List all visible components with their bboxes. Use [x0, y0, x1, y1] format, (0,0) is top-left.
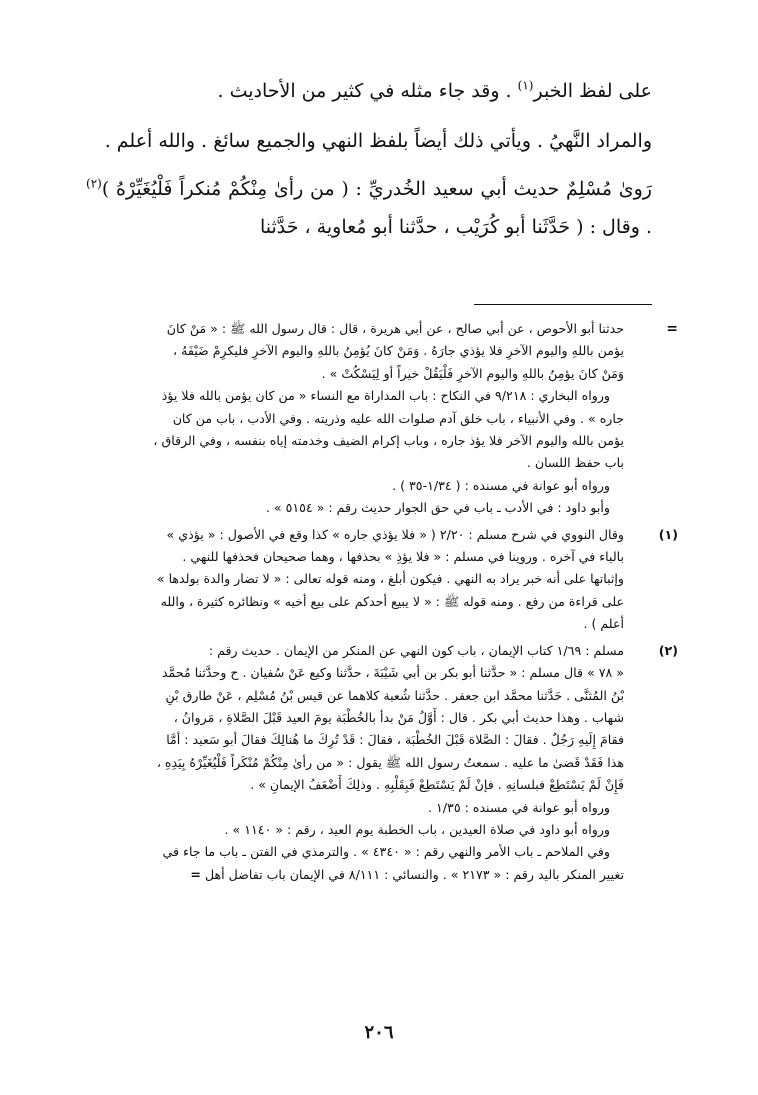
- page-number: ٢٠٦: [364, 1022, 394, 1043]
- footnote-ref-1: (١): [517, 78, 534, 93]
- footnote-line: ورواه أبو عوانة في مسنده : ١/٣٥ .: [428, 799, 610, 815]
- footnote-1-number: (١): [658, 526, 678, 542]
- footnote-2: [86, 640, 678, 886]
- footnote-line: وقال النووي في شرح مسلم : ٢/٢٠ ( « فلا يؤذي جاره » كذا وقع في الأصول : « يؤذي »: [166, 526, 624, 542]
- footnote-line: وَمَنْ كانَ يؤمِنُ باللهِ واليوم الآخرِ فَلْيَقُلْ خيراً أو لِيَسْكُتْ » .: [321, 365, 624, 381]
- footnote-continuation: [86, 318, 678, 520]
- footnote-line: أعلم ) .: [583, 616, 624, 632]
- footnote-line: جاره » . وفي الأنبياء ، باب خلق آدم صلوات الله عليه وذريته . وفي الأدب ، باب من كان: [172, 410, 624, 426]
- footnote-1: [86, 524, 678, 636]
- continued-mark: =: [190, 866, 201, 882]
- footnote-line: وإثباتها على أنه خبر يراد به النهي . فيكون أبلغ ، ومنه قوله تعالى : « لا تضار والدة بولدها »: [156, 571, 624, 587]
- footnote-line: « ٧٨ » قال مسلم : « حدَّثنا أبو بكر بن أبي شَيْبَةَ ، حدَّثنا وكيع عَنْ سُفيان . ح وحدَّثنا مُحمَّد: [161, 665, 624, 681]
- footnote-line: وأبو داود : في الأدب ـ باب في حق الجوار حديث رقم : « ٥١٥٤ » .: [265, 500, 610, 516]
- footnote-line: يؤمن بالله واليوم الآخر فلا يؤذ جاره ، وباب إكرام الضيف وخدمته إياه بنفسه ، وفي الرقاق ،: [153, 433, 624, 449]
- main-paragraph-3: [86, 170, 652, 246]
- p3-text-b: . وقال : ( حَدَّثَنا أبو كُرَيْب ، حدَّثنا أبو مُعاوية ، حَدَّثنا: [259, 216, 652, 238]
- p1-text-b: . وقد جاء مثله في كثير من الأحاديث .: [217, 80, 518, 102]
- footnote-line: هذا فَقَدْ قَضىٰ ما عليه . سمعتُ رسول الله ﷺ يقول : « من رأىٰ مِنْكُمْ مُنْكَراً فَلْيُغَيِّرْهُ بِيَدِهِ ،: [156, 754, 624, 770]
- footnote-line-text: تغيير المنكر باليد رقم : « ٢١٧٣ » . والنسائي : ٨/١١١ في الإيمان باب تفاضل أهل: [204, 866, 624, 882]
- footnote-line: بالياء في آخره . وروينا في مسلم : « فلا يؤذِ » بحذفها ، وهما صحيحان فحذفها للنهي .: [182, 549, 624, 565]
- p1-text-a: على لفظ الخبر: [533, 80, 652, 102]
- footnote-2-number: (٢): [658, 642, 678, 658]
- footnote-line: مسلم : ١/٦٩ كتاب الإيمان ، باب كون النهي عن المنكر من الإيمان . حديث رقم :: [208, 642, 624, 658]
- main-paragraph-2: والمراد النَّهيُ . ويأتي ذلك أيضاً بلفظ النهي والجميع سائغ . والله أعلم .: [104, 130, 652, 152]
- footnote-line: يؤمن باللهِ واليوم الآخرِ فلا يؤذي جارَهُ . وَمَنْ كانَ يُؤمِنُ باللهِ واليوم الآخرِ فليكرِمْ ضَيْفَهُ ،: [173, 343, 624, 359]
- footnote-line: ورواه البخاري : ٩/٢١٨ في النكاح : باب المداراة مع النساء « من كان يؤمن بالله فلا يؤذ: [161, 388, 610, 404]
- p3-text-a: رَوىٰ مُسْلِمٌ حديث أبي سعيد الخُدريِّ : ( من رأىٰ مِنْكُمْ مُنكراً فَلْيُغَيِّرْهُ ): [101, 178, 652, 200]
- footnote-line: حدثنا أبو الأحوص ، عن أبي صالح ، عن أبي هريرة ، قال : قال رسول الله ﷺ : « مَنْ كانَ: [166, 321, 624, 336]
- footnote-ref-2: (٢): [86, 176, 102, 191]
- footnote-separator: [474, 304, 652, 305]
- footnote-line: وفي الملاحم ـ باب الأمر والنهي رقم : « ٤٣٤٠ » . والترمذي في الفتن ـ باب ما جاء في: [162, 844, 610, 860]
- footnote-line: شهاب . وهذا حديث أبي بكر . قال : أَوَّلُ مَنْ بدأ بالخُطْبَة يومَ العيد قَبْلَ الصَّلاةِ ، مَروانُ ،: [173, 709, 624, 725]
- footnote-line: على قراءة من رفع . ومنه قوله ﷺ : « لا يبيع أحدكم على بيع أخيه » ونظائره كثيرة ، والله: [160, 593, 624, 609]
- main-paragraph-1: [86, 72, 652, 110]
- footnote-line: فقامَ إِلَيهِ رَجُلٌ . فقالَ : الصَّلاة قَبْلَ الخُطْبَة ، فقالَ : قَدْ تُرِكَ ما هُنالِكَ فقالَ أبو سَعيد : أمَّا: [166, 732, 624, 748]
- footnotes: [86, 318, 678, 890]
- continuation-mark: =: [666, 321, 678, 337]
- footnote-line: فَإِنْ لَمْ يَسْتَطِعْ فبلسانِهِ . فإنْ لَمْ يَسْتَطِعْ فَبِقَلْبِهِ . وذلِكَ أَضْعَفُ الإيمانِ » .: [250, 777, 624, 793]
- footnote-line: بْنُ المُثنَّى . حَدَّثنا محمَّد ابن جعفر . حدَّثنا شُعبة كلاهما عن قيس بْنُ مُسْلِم ، عَنْ طارق بْنِ: [165, 687, 624, 703]
- footnote-line: [86, 864, 624, 886]
- footnote-line: ورواه أبو عوانة في مسنده : ( ١/٣٤-٣٥ ) .: [392, 477, 610, 493]
- footnote-line: باب حفظ اللسان .: [526, 455, 624, 471]
- main-text: [86, 72, 652, 246]
- footnote-line: ورواه أبو داود في صلاة العيدين ، باب الخطبة يوم العيد ، رقم : « ١١٤٠ » .: [224, 821, 610, 837]
